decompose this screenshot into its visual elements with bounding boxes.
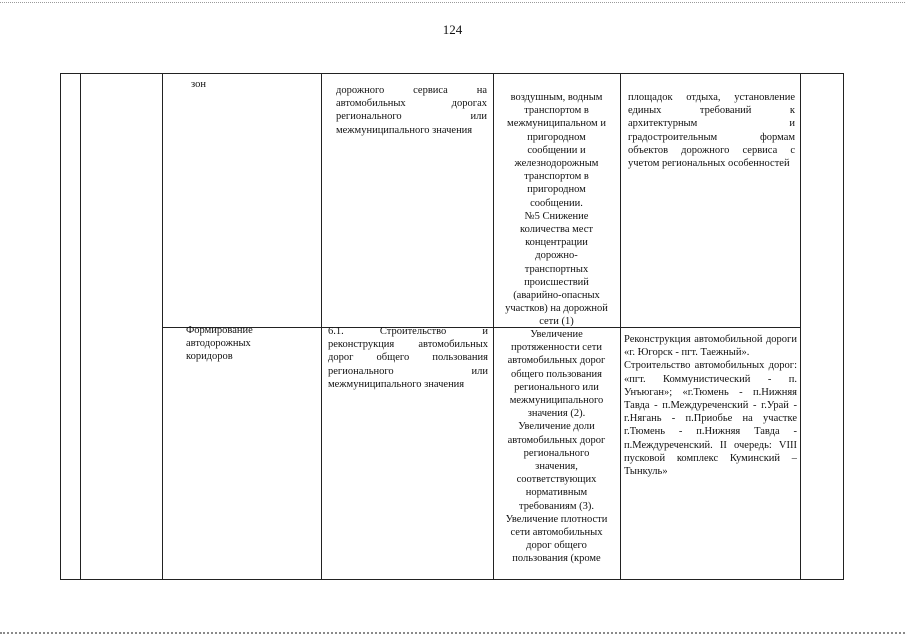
scan-edge-bottom: [0, 632, 905, 634]
page-number: 124: [442, 22, 463, 37]
scan-edge-top: [0, 2, 905, 3]
objects-cell: Реконструкция автомобильной дороги «г. Югорск - пгт. Таежный». Строительство автомобильных дорог: «пгт. Коммунистический - п. Унъюган»; «г.Тюмень - п.Нижняя Тавда - п.Междуреченский - г.Урай - г.Нягань - п.Приобье на участке г.Тюмень - п.Нижняя Тавда - п.Междуреченский. II очередь: VIII пусковой комплекс Куминский – Тынкуль»: [624, 334, 797, 478]
task-cell: Формирование автодорожных коридоров: [186, 325, 253, 363]
indicators-cell: Увеличение протяженности сети автомобильных дорог общего пользования регионального или межмуниципального значения (2). Увеличение доли автомобильных дорог регионального значения, соответствующих нормативным требованиям (3). Увеличение плотности сети автомобильных дорог общего пользования (кроме: [505, 329, 608, 565]
objects-cell: площадок отдыха, установление единых требований к архитектурным и градостроительным формам объектов дорожного сервиса с учетом региональных особенностей: [628, 92, 795, 170]
measures-table: [60, 73, 844, 580]
column-divider: [800, 74, 801, 579]
measure-cell: дорожного сервиса на автомобильных дорогах регионального или межмуниципального значения: [336, 85, 487, 136]
task-cell: зон: [191, 79, 206, 90]
indicators-cell: воздушным, водным транспортом в межмуниципальном и пригородном сообщении и железнодорожным транспортом в пригородном сообщении. №5 Снижение количества мест концентрации дорожно- транспортных происшествий (аварийно-опасных участков) на дорожной сети (1): [505, 92, 608, 328]
measure-cell: 6.1. Строительство и реконструкция автомобильных дорог общего пользования регионального или межмуниципального значения: [328, 326, 488, 390]
column-divider: [80, 74, 81, 579]
